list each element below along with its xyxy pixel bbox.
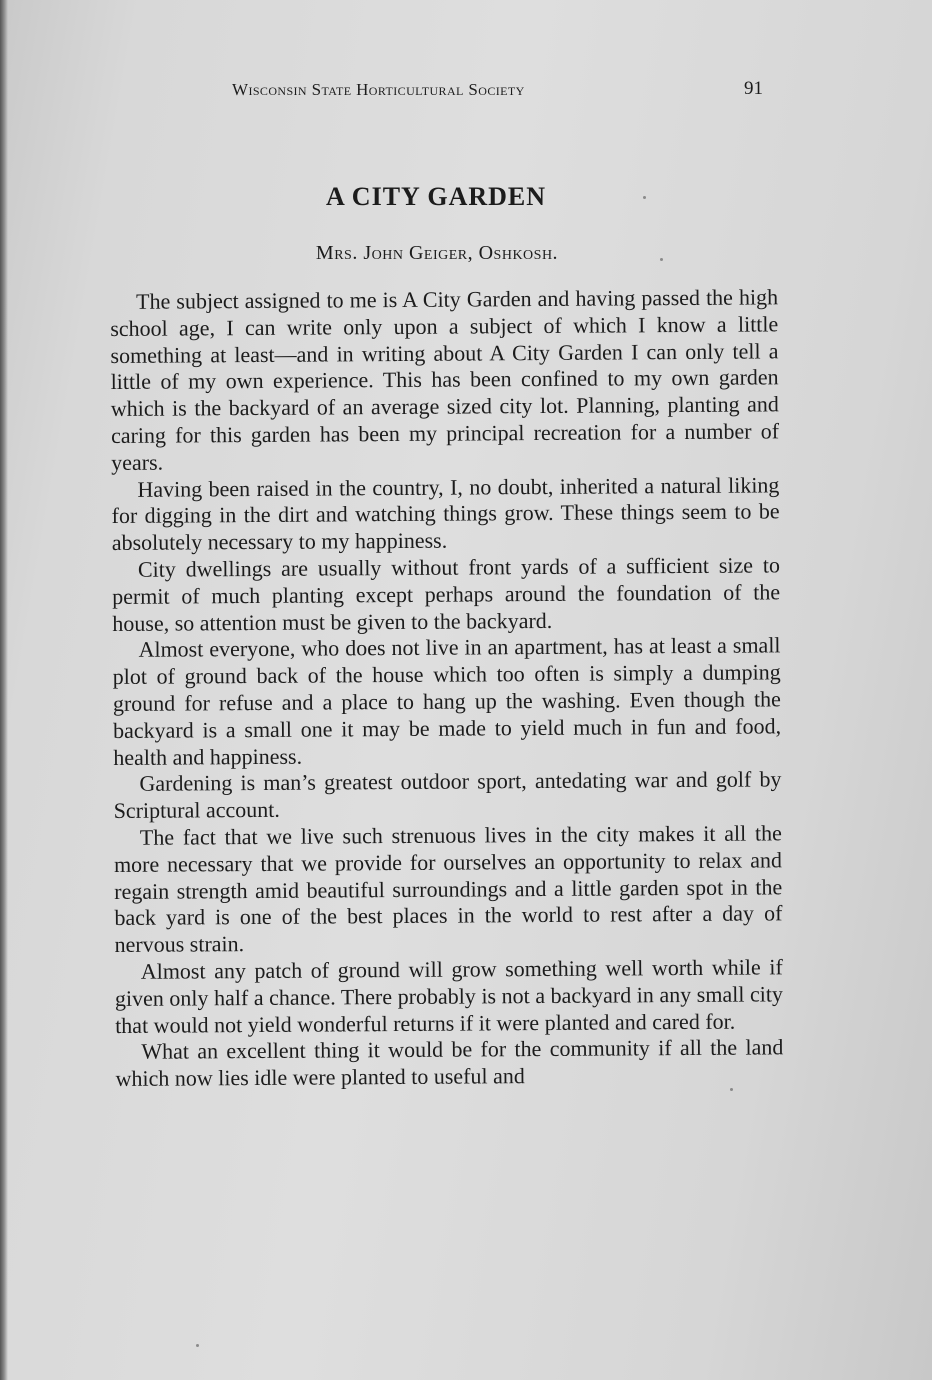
paper-speck bbox=[643, 196, 646, 199]
article-title: A CITY GARDEN bbox=[325, 182, 547, 211]
running-head: Wisconsin State Horticultural Society bbox=[232, 80, 525, 99]
paper-speck bbox=[730, 1088, 733, 1091]
paragraph: Having been raised in the country, I, no doubt, inherited a natural liking for digging in the dirt and watching things grow. These things seem to be absolutely necessary to my happiness. bbox=[111, 471, 780, 556]
paper-speck bbox=[196, 1344, 199, 1347]
paper-speck bbox=[660, 258, 663, 261]
page-number: 91 bbox=[744, 78, 763, 99]
paragraph: Almost everyone, who does not live in an apartment, has at least a small plot of ground back of the house which too often is simply a dumping ground for refuse and a place to hang up the washing. Even though the backyard is a small one it may be made to yield much in fun and food, health and happiness. bbox=[112, 632, 782, 770]
author-byline: Mrs. John Geiger, Oshkosh. bbox=[315, 242, 559, 264]
paragraph: The fact that we live such strenuous lives in the city makes it all the more necessary that we provide for ourselves an opportunity to relax and regain strength amid beautiful surroundings and a little garden spot in the back yard is one of the best places in the world to rest after a day of nervous strain. bbox=[113, 820, 783, 958]
paragraph: Almost any patch of ground will grow something well worth while if given only half a chance. There probably is not a backyard in any small city that would not yield wonderful returns if it were planted and cared for. bbox=[114, 954, 784, 1038]
paragraph: The subject assigned to me is A City Garden and having passed the high school age, I can write only upon a subject of which I know a little something at least—and in writing about A City Garden I can only tell a little of my own experience. This has been confined to my own garden which is the backyard of an average sized city lot. Planning, planting and caring for this garden has been my principal recreation for a number of years. bbox=[110, 284, 780, 475]
paragraph: Gardening is man’s greatest outdoor sport, antedating war and golf by Scriptural account. bbox=[113, 766, 782, 824]
article-body bbox=[110, 284, 784, 1093]
paragraph: What an excellent thing it would be for the community if all the land which now lies idle were planted to useful and bbox=[115, 1034, 784, 1092]
paragraph: City dwellings are usually without front yards of a sufficient size to permit of much planting except perhaps around the foundation of the house, so attention must be given to the backyard. bbox=[112, 552, 781, 636]
